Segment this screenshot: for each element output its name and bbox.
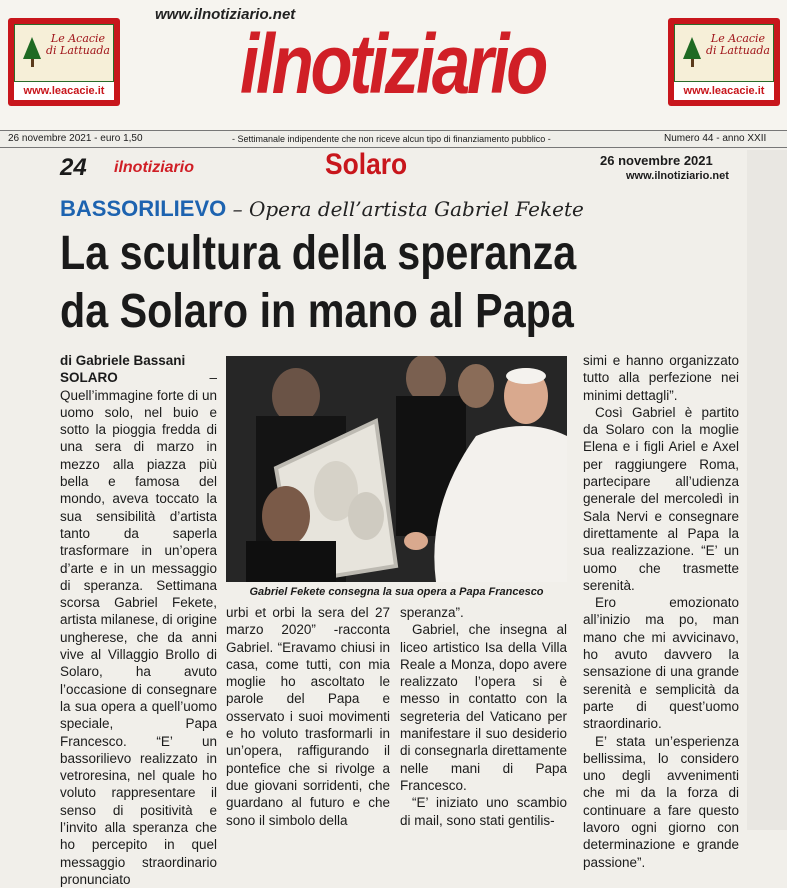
col4-text-a: simi e hanno organizzato tutto alla perfezione nei minimi dettagli”. [583,353,739,403]
col4-text-d: E’ stata un’esperienza bellissima, lo considero uno degli avvenimenti che mi da la forza di continuare a fare questo lavoro ogni giorno con determinazione e grande passione”. [583,733,739,870]
headline-line2: da Solaro in mano al Papa [60,285,574,338]
issue-number: Numero 44 - anno XXII [664,133,767,144]
ad-right-panel [674,24,774,82]
tree-icon [683,37,701,59]
ad-left-brand-line2: di Lattuada [45,44,110,57]
ad-right-brand-line1: Le Acacie [710,32,766,45]
headline [60,225,576,341]
ad-left-brand [45,33,111,57]
ad-right-brand [705,33,771,57]
kicker-text: – Opera dell’artista Gabriel Fekete [226,197,584,221]
col4-text-b: Così Gabriel è partito da Solaro con la moglie Elena e i figli Ariel e Axel per raggiungere Roma, partecipare all’udienza generale del mercoledì in Sala Nervi e consegnare direttamente al Papa la sua realizzazione. “E’ un uomo che trasmette serenità. [583,404,739,593]
tree-trunk [691,59,694,67]
tree-trunk [31,59,34,67]
article-column-1 [60,352,217,888]
tree-icon [23,37,41,59]
kicker [60,196,584,222]
dateline-place: SOLARO [60,370,118,386]
page-number: 24 [60,154,87,181]
masthead [0,0,787,130]
ad-left[interactable] [8,18,120,106]
date-price: 26 novembre 2021 - euro 1,50 [8,133,143,144]
section-date: 26 novembre 2021 [600,153,713,168]
dateline-bar [0,130,787,148]
photo-image [226,356,567,582]
kicker-label: BASSORILIEVO [60,196,227,221]
ad-right-brand-line2: di Lattuada [705,44,770,57]
ad-left-panel [14,24,114,82]
col4-text-c: Ero emozionato all’inizio ma po, man mano che mi avvicinavo, ho avuto davvero la sensazione di una grande serenità e semplicità da parte di quest’uomo straordinario. [583,595,739,732]
section-logo: ilnotiziario [114,159,194,176]
section-name: Solaro [325,148,408,181]
col3-text-a: speranza”. [400,605,464,620]
ad-right-url[interactable]: www.leacacie.it [674,82,774,100]
col1-text: – Quell’immagine forte di un uomo solo, nel buio e sotto la pioggia fredda di una sera di marzo in mezzo alla piazza più bella e famosa del mondo, aveva toccato la sua sensibilità d’artista tanto da saperla trasformare in un’opera d’arte e in un messaggio di speranza. Settimana scorsa Gabriel Fekete, artista milanese, di origine ungherese, che da anni vive al Villaggio Brollo di Solaro, ha avuto l’occasione di consegnare la sua opera a quell’uomo speciale, Papa Francesco. “E’ un bassorilievo realizzato in vetroresina, nel quale ho voluto rappresentare il senso di positività e l’invito alla speranza che ho percepito in quel messaggio straordinario pronunciato [60,370,217,887]
article-column-4 [583,352,739,871]
byline: di Gabriele Bassani [60,353,186,368]
section-bar [40,150,750,188]
col2-text: urbi et orbi la sera del 27 marzo 2020” -racconta Gabriel. “Eravamo chiusi in casa, come tutti, con mia moglie ho ascoltato le parole del Papa e osservato i suoi movimenti e ho voluto trasformarli in un’opera, raffigurando il pontefice che si rivolge a due giovani sorridenti, che guardano al futuro e che sono il simbolo della [226,605,390,828]
article-column-3 [400,604,567,829]
site-url[interactable]: www.ilnotiziario.net [155,6,296,23]
newspaper-logo: ilnotiziario [239,17,546,111]
article-photo [226,356,567,582]
tagline: - Settimanale indipendente che non riceve alcun tipo di finanziamento pubblico - [232,134,551,144]
ad-left-url[interactable]: www.leacacie.it [14,82,114,100]
article-column-2 [226,604,390,829]
photo-caption: Gabriel Fekete consegna la sua opera a Papa Francesco [249,586,544,598]
section-url[interactable]: www.ilnotiziario.net [626,170,729,182]
headline-line1: La scultura della speranza [60,227,577,280]
adjacent-page-edge [747,150,787,830]
col3-text-b: Gabriel, che insegna al liceo artistico Isa della Villa Reale a Monza, dopo avere realizzato l’opera si è messo in contatto con la segreteria del Vaticano per manifestare il suo desiderio di consegnarla direttamente nelle mani di Papa Francesco. [400,622,567,793]
ad-left-brand-line1: Le Acacie [50,32,106,45]
col3-text-c: “E’ iniziato uno scambio di mail, sono stati gentilis- [400,795,567,828]
ad-right[interactable] [668,18,780,106]
